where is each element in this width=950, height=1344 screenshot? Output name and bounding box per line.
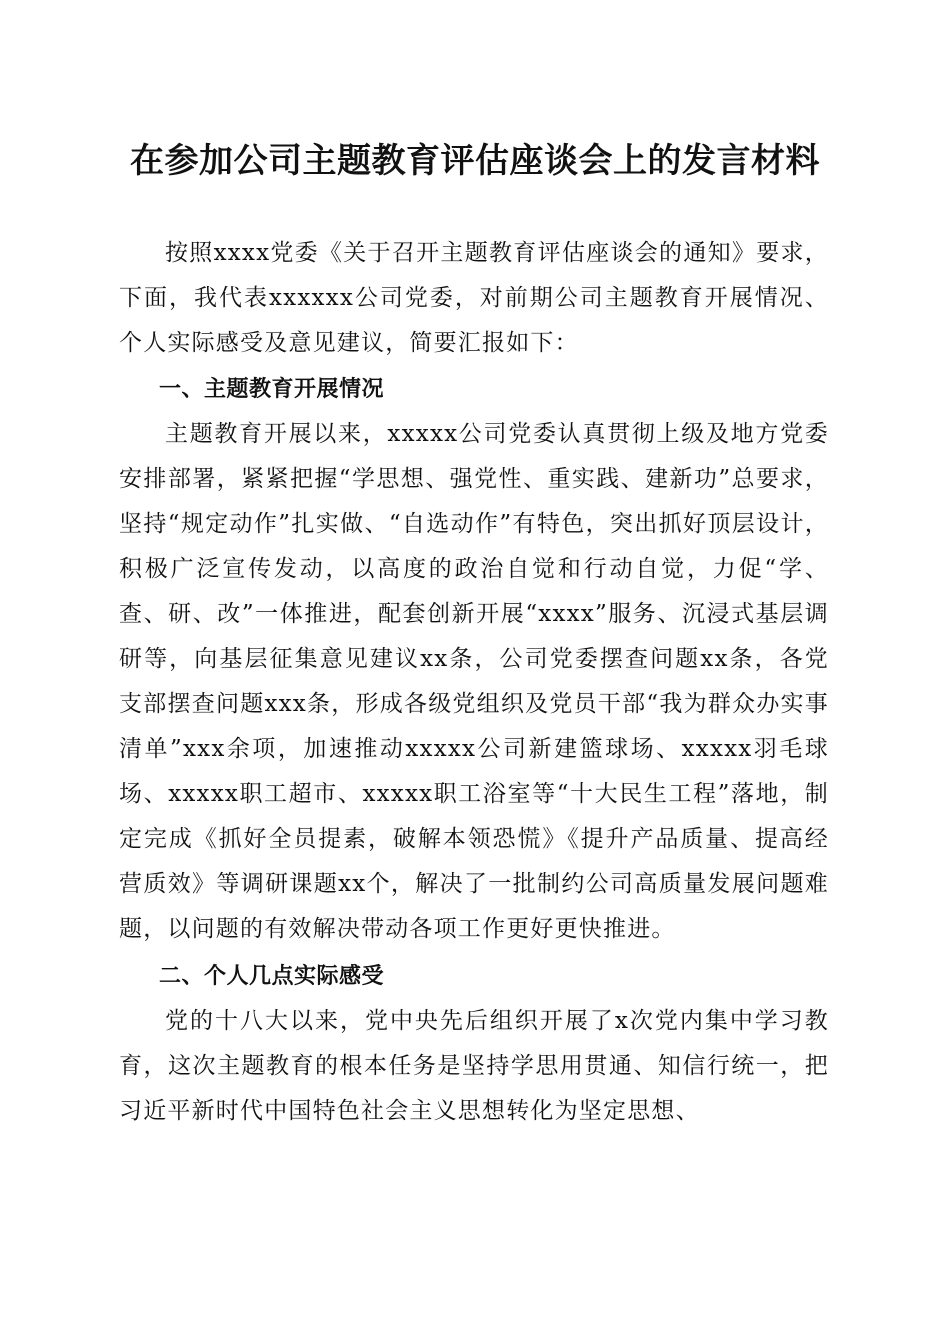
section-heading-2: 二、个人几点实际感受 <box>159 964 385 989</box>
section-1-paragraph: 主题教育开展以来，xxxxx公司党委认真贯彻上级及地方党委安排部署，紧紧把握“学思想、强党性、重实践、建新功”总要求，坚持“规定动作”扎实做、“自选动作”有特色，突出抓好顶层设计，积极广泛宣传发动，以高度的政治自觉和行动自觉，力促“学、查、研、改”一体推进，配套创新开展“xxxx”服务、沉浸式基层调研等，向基层征集意见建议xx条，公司党委摆查问题xx条，各党支部摆查问题xxx条，形成各级党组织及党员干部“我为群众办实事清单”xxx余项，加速推动xxxxx公司新建篮球场、xxxxx羽毛球场、xxxxx职工超市、xxxxx职工浴室等“十大民生工程”落地，制定完成《抓好全员提素，破解本领恐慌》《提升产品质量、提高经营质效》等调研课题xx个，解决了一批制约公司高质量发展问题难题，以问题的有效解决带动各项工作更好更快推进。 <box>119 421 829 942</box>
document-body <box>119 231 829 1134</box>
section-2-paragraph: 党的十八大以来，党中央先后组织开展了x次党内集中学习教育，这次主题教育的根本任务是坚持学思用贯通、知信行统一，把习近平新时代中国特色社会主义思想转化为坚定思想、 <box>119 1008 829 1124</box>
intro-paragraph: 按照xxxx党委《关于召开主题教育评估座谈会的通知》要求，下面，我代表xxxxxx公司党委，对前期公司主题教育开展情况、个人实际感受及意见建议，简要汇报如下： <box>119 240 829 356</box>
section-heading-1: 一、主题教育开展情况 <box>159 377 385 402</box>
document-title: 在参加公司主题教育评估座谈会上的发言材料 <box>130 141 820 181</box>
